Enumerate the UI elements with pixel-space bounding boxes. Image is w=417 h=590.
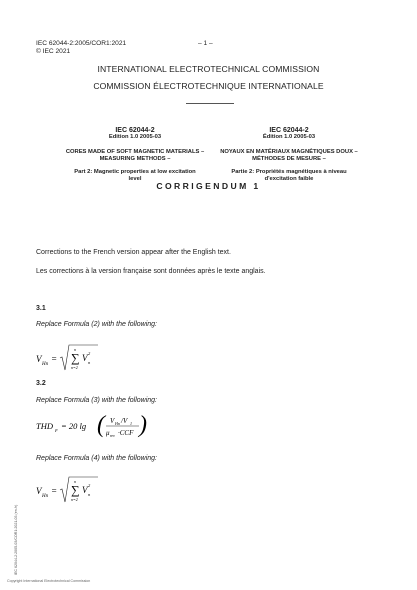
sum-lower: n=2 — [71, 365, 78, 370]
formula-2 — [36, 341, 126, 375]
vn-sup: 2 — [88, 351, 91, 356]
instruction: Replace Formula (4) with the following: — [36, 455, 157, 462]
title-line-1: NOYAUX EN MATÉRIAUX MAGNÉTIQUES DOUX – — [220, 148, 358, 155]
title-line-2: MÉTHODES DE MESURE – — [252, 155, 326, 162]
vn-sup: 2 — [88, 483, 91, 488]
standard-number: IEC 62044-2 — [115, 127, 155, 134]
title-line-1: CORES MADE OF SOFT MAGNETIC MATERIALS – — [65, 148, 205, 155]
numerator-v: V — [110, 417, 115, 425]
formula-lhs: V — [36, 486, 42, 496]
instruction: Replace Formula (3) with the following: — [36, 397, 157, 404]
vn-term: V — [82, 353, 88, 363]
sum-upper: n — [74, 479, 76, 484]
denominator-rest: ·CCF — [118, 429, 134, 437]
standard-number: IEC 62044-2 — [269, 127, 309, 134]
numerator-slash: /V — [121, 417, 128, 425]
org-name-fr: COMMISSION ÉLECTROTECHNIQUE INTERNATIONALE — [93, 81, 324, 91]
denominator-mu: μ — [106, 429, 110, 437]
numerator-sub2: 1 — [130, 421, 132, 426]
org-name-en: INTERNATIONAL ELECTROTECHNICAL COMMISSION — [97, 64, 320, 74]
side-document-id: IEC 62044-2:2005-03/COR1:2021-03 (en-fr) — [14, 504, 18, 575]
numerator-sub: Hn — [115, 421, 120, 426]
intro-french: Les corrections à la version française sont données après le texte anglais. — [36, 268, 266, 275]
intro-english: Corrections to the French version appear after the English text. — [36, 249, 231, 256]
equals-sign: = — [51, 486, 58, 496]
left-paren: ( — [97, 412, 105, 438]
formula-4 — [36, 473, 126, 507]
vn-sub: n — [88, 492, 91, 497]
denominator-sub: rev — [110, 433, 115, 438]
formula-lhs: V — [36, 354, 42, 364]
instruction: Replace Formula (2) with the following: — [36, 321, 157, 328]
formula-3 — [36, 410, 156, 442]
corrigendum-title: CORRIGENDUM 1 — [156, 181, 261, 191]
formula-lhs-sub: Hn — [42, 362, 49, 367]
formula-lhs-sub: Hn — [42, 494, 49, 499]
sum-lower: n=2 — [71, 497, 78, 502]
page-number: – 1 – — [198, 40, 213, 47]
sum-symbol: ∑ — [71, 483, 80, 497]
part-line-1: Partie 2: Propriétés magnétiques à niveau — [231, 169, 347, 176]
vn-sub: n — [88, 360, 91, 365]
clause-number: 3.2 — [36, 380, 46, 387]
part-line-1: Part 2: Magnetic properties at low excitation — [74, 169, 196, 176]
sum-symbol: ∑ — [71, 351, 80, 365]
sum-upper: n — [74, 347, 76, 352]
edition-line: Édition 1.0 2005-03 — [262, 134, 316, 141]
french-column — [214, 127, 364, 184]
edition-line: Edition 1.0 2005-03 — [108, 134, 162, 141]
thd-lhs: THD — [36, 421, 54, 431]
equals-sign: = — [51, 354, 58, 364]
vn-term: V — [82, 485, 88, 495]
part-line-2: d'excitation faible — [264, 176, 314, 183]
divider — [186, 103, 234, 104]
thd-sub: F — [55, 428, 58, 433]
doc-reference: IEC 62044-2:2005/COR1:2021 — [36, 40, 127, 47]
english-column — [60, 127, 210, 184]
thd-equals: = 20 lg — [61, 421, 87, 431]
clause-number: 3.1 — [36, 305, 46, 312]
title-line-2: MEASURING METHODS – — [99, 155, 171, 162]
footer-copyright: Copyright International Electrotechnical Commission — [7, 579, 91, 583]
header-copyright: © IEC 2021 — [36, 48, 71, 55]
part-line-2: level — [128, 176, 142, 183]
right-paren: ) — [139, 412, 147, 438]
